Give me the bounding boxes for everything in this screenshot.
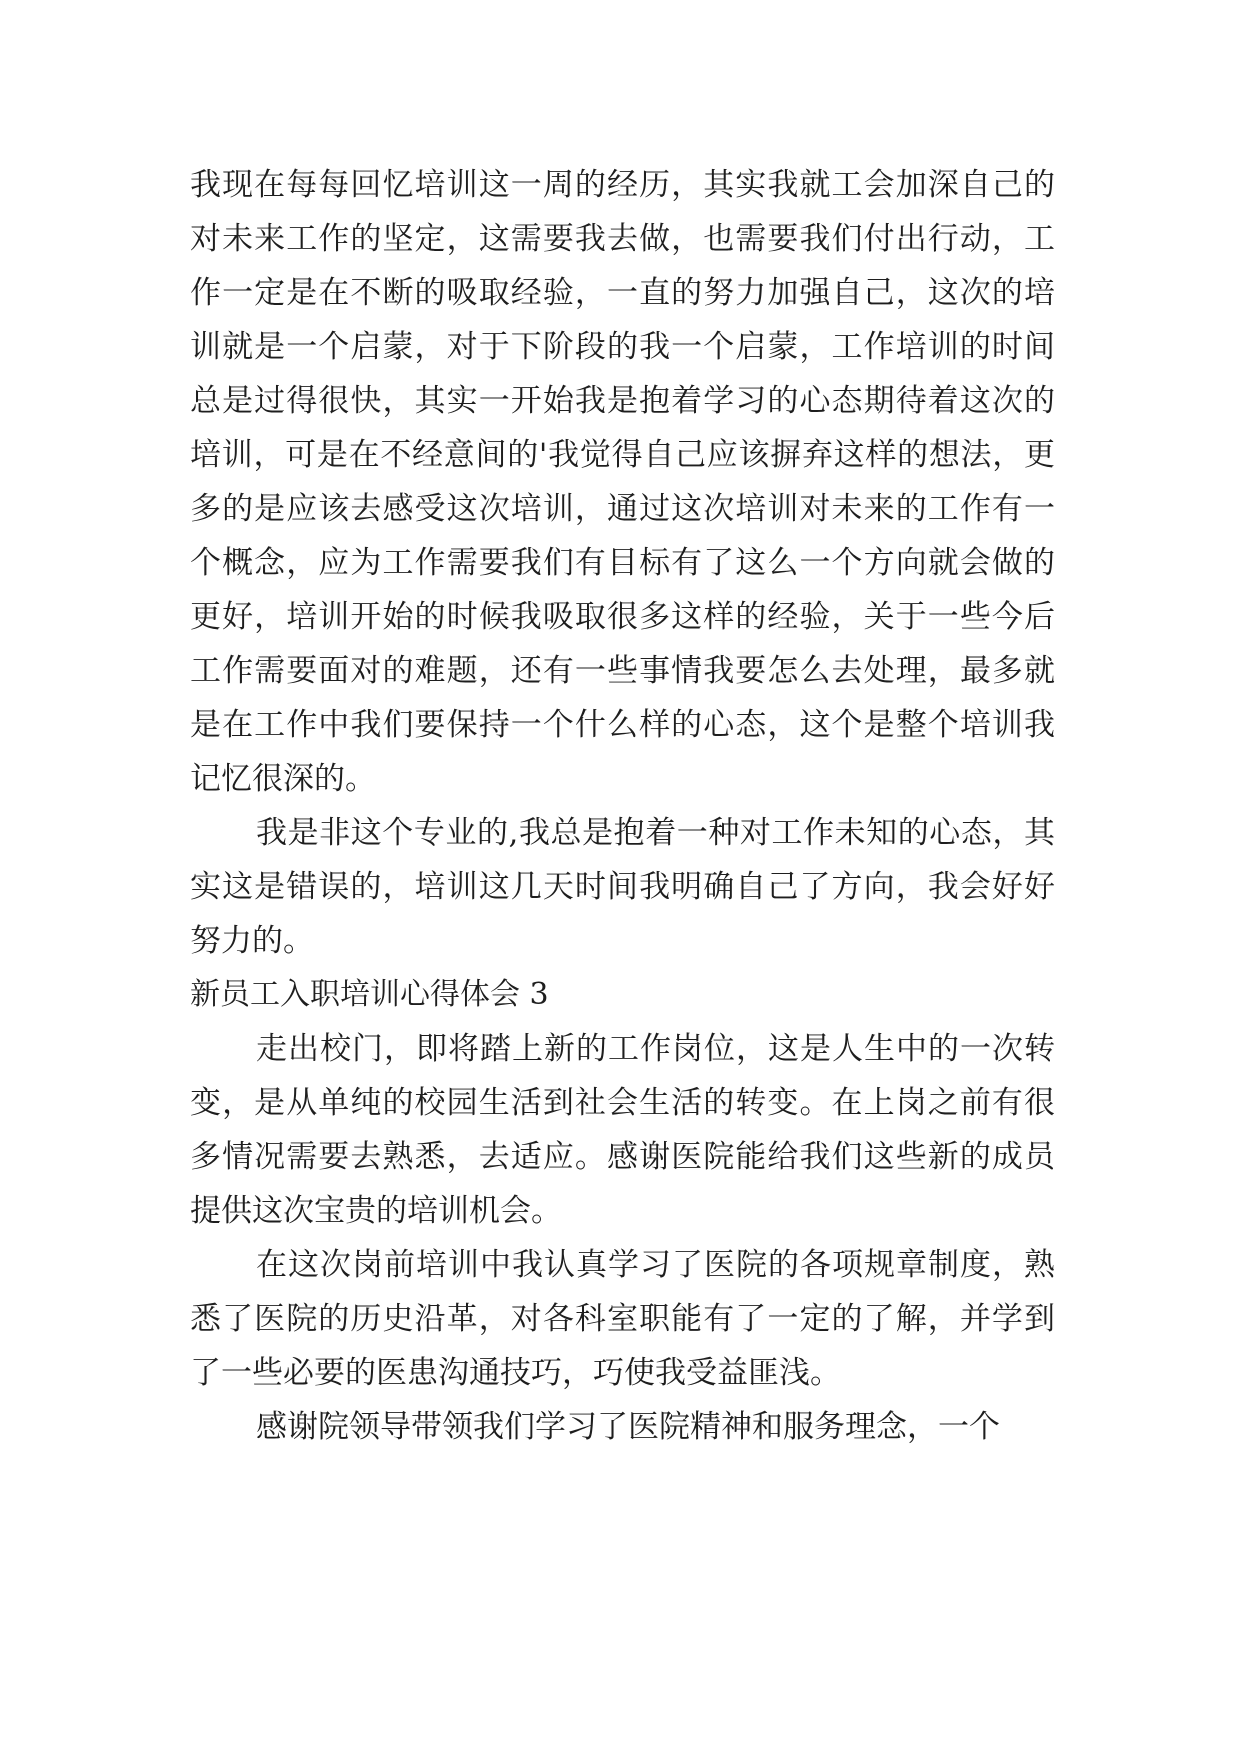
- paragraph-4: 在这次岗前培训中我认真学习了医院的各项规章制度，熟悉了医院的历史沿革，对各科室职能有了一定的了解，并学到了一些必要的医患沟通技巧，巧使我受益匪浅。: [190, 1247, 1055, 1391]
- paragraph-5: 感谢院领导带领我们学习了医院精神和服务理念，一个: [256, 1409, 1000, 1445]
- paragraph-3: 走出校门，即将踏上新的工作岗位，这是人生中的一次转变，是从单纯的校园生活到社会生活的转变。在上岗之前有很多情况需要去熟悉，去适应。感谢医院能给我们这些新的成员提供这次宝贵的培训机会。: [190, 1031, 1055, 1229]
- document-body: [190, 158, 1055, 1454]
- paragraph-1: 我现在每每回忆培训这一周的经历，其实我就工会加深自己的对未来工作的坚定，这需要我去做，也需要我们付出行动，工作一定是在不断的吸取经验，一直的努力加强自己，这次的培训就是一个启蒙，对于下阶段的我一个启蒙，工作培训的时间总是过得很快，其实一开始我是抱着学习的心态期待着这次的培训，可是在不经意间的'我觉得自己应该摒弃这样的想法，更多的是应该去感受这次培训，通过这次培训对未来的工作有一个概念，应为工作需要我们有目标有了这么一个方向就会做的更好，培训开始的时候我吸取很多这样的经验，关于一些今后工作需要面对的难题，还有一些事情我要怎么去处理，最多就是在工作中我们要保持一个什么样的心态，这个是整个培训我记忆很深的。: [190, 167, 1055, 797]
- section-heading: 新员工入职培训心得体会 3: [190, 977, 549, 1012]
- paragraph-2: 我是非这个专业的,我总是抱着一种对工作未知的心态，其实这是错误的，培训这几天时间我明确自己了方向，我会好好努力的。: [190, 815, 1055, 959]
